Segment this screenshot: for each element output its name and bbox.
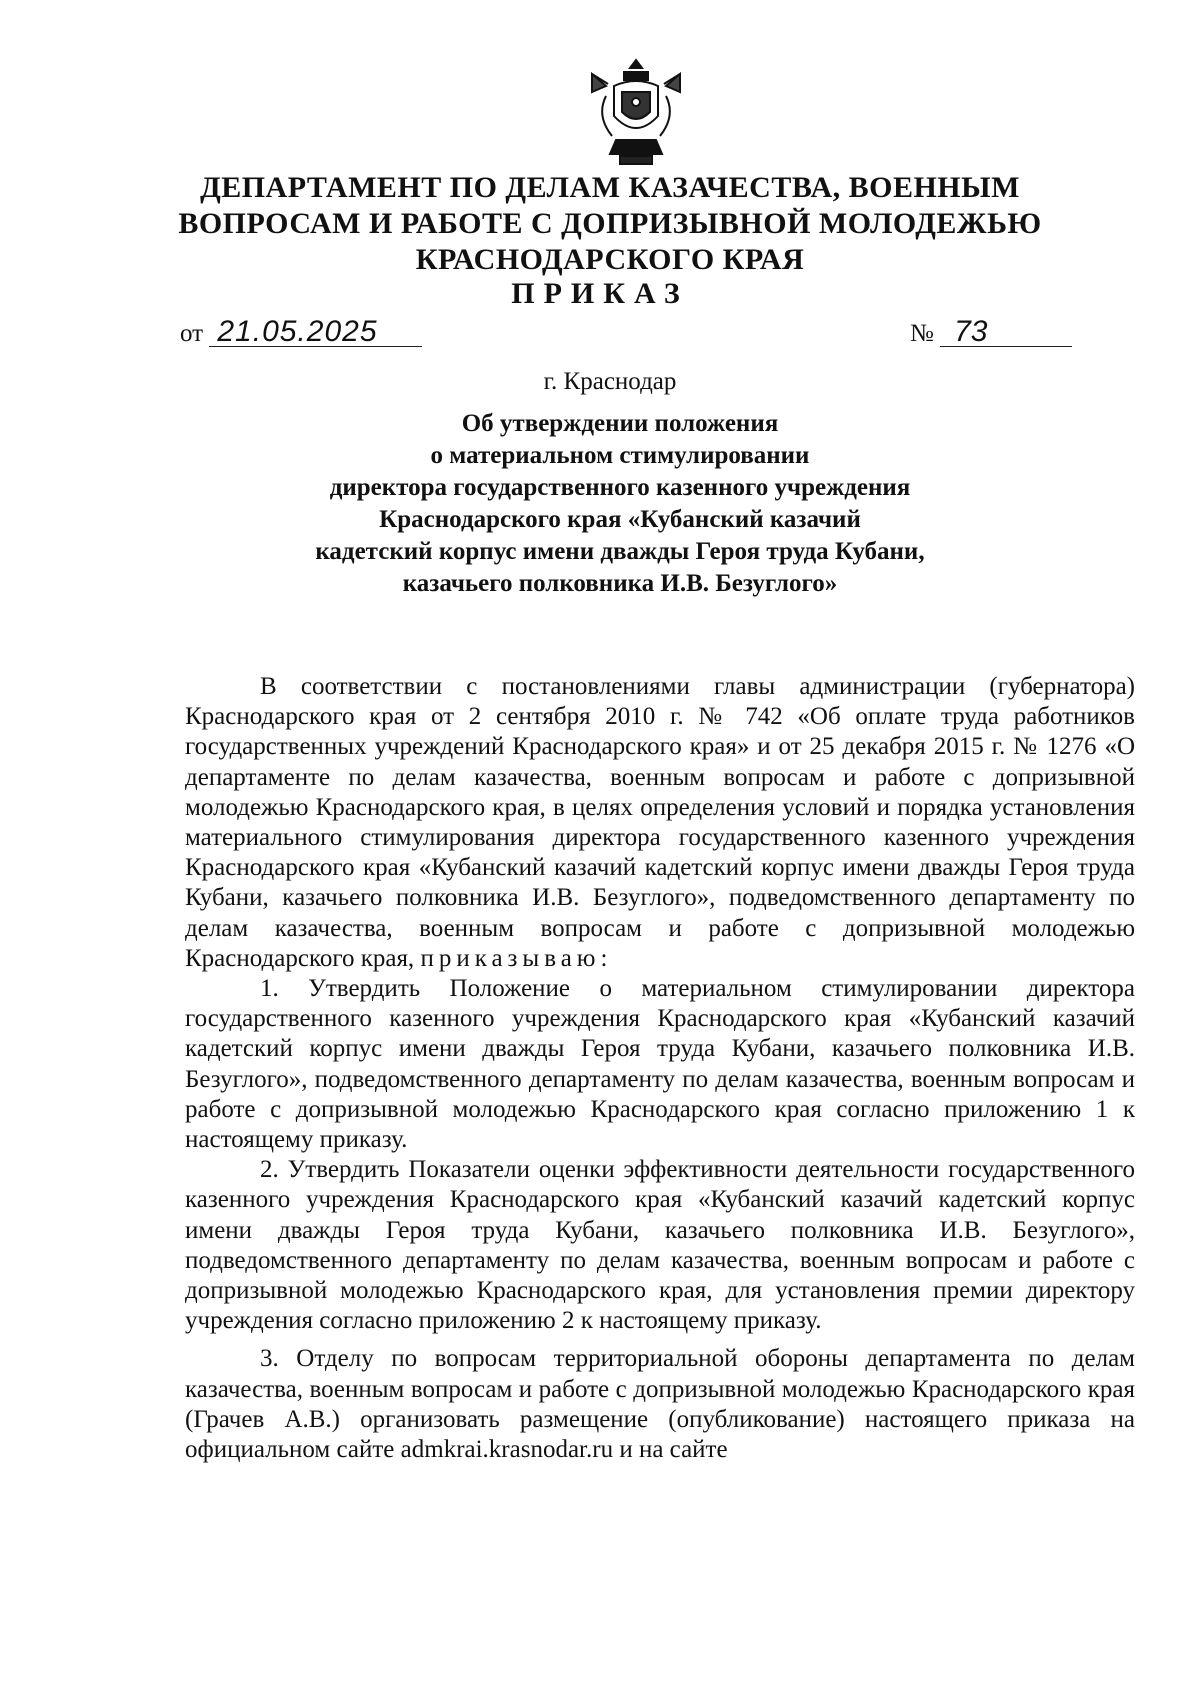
item-2-paragraph: 2. Утвердить Показатели оценки эффективности деятельности государственного казенного учреждения Краснодарского края «Кубанский казачий кадетский корпус имени дважды Героя труда Кубани, казачьего полковника И.В. Безуглого», подведомственного департаменту по делам казачества, военным вопросам и работе с допризывной молодежью Краснодарского края, для установления премии директору учреждения согласно приложению 2 к настоящему приказу.	[185, 1156, 1135, 1335]
subject-line: о материальном стимулировании	[430, 442, 810, 469]
doc-type-title: ПРИКАЗ	[511, 277, 689, 310]
date-row	[180, 315, 422, 348]
city: г. Краснодар	[543, 368, 677, 395]
order-body	[185, 672, 1135, 1465]
item-3-paragraph: 3. Отделу по вопросам территориальной обороны департамента по делам казачества, военным вопросам и работе с допризывной молодежью Краснодарского края (Грачев А.В.) организовать размещение (опубликование) настоящего приказа на официальном сайте admkrai.krasnodar.ru и на сайте	[185, 1345, 1135, 1464]
department-name	[150, 170, 1070, 278]
number-label: №	[910, 320, 934, 347]
subject-line: казачьего полковника И.В. Безуглого»	[402, 570, 838, 597]
date-value: 21.05.2025	[209, 318, 422, 347]
subject-line: Об утверждении положения	[461, 410, 779, 437]
subject-line: директора государственного казенного учреждения	[329, 474, 911, 501]
subject-line: Краснодарского края «Кубанский казачий	[379, 506, 861, 533]
date-label: от	[180, 320, 204, 347]
department-line: ДЕПАРТАМЕНТ ПО ДЕЛАМ КАЗАЧЕСТВА, ВОЕННЫМ	[200, 171, 1020, 204]
order-word: приказываю:	[420, 944, 613, 972]
preamble-paragraph	[185, 672, 1135, 974]
number-value: 73	[940, 318, 1072, 347]
department-line: КРАСНОДАРСКОГО КРАЯ	[415, 243, 805, 276]
preamble-text: В соответствии с постановлениями главы администрации (губернатора) Краснодарского края от 2 сентября 2010 г. № 742 «Об оплате труда работников государственных учреждений Краснодарского края» и от 25 декабря 2015 г. № 1276 «О департаменте по делам казачества, военным вопросам и работе с допризывной молодежью Краснодарского края, в целях определения условий и порядка установления материального стимулирования директора государственного казенного учреждения Краснодарского края «Кубанский казачий кадетский корпус имени дважды Героя труда Кубани, казачьего полковника И.В. Безуглого», подведомственного департаменту по делам казачества, военным вопросам и работе с допризывной молодежью Краснодарского края,	[185, 673, 1135, 972]
department-line: ВОПРОСАМ И РАБОТЕ С ДОПРИЗЫВНОЙ МОЛОДЕЖЬЮ	[178, 207, 1042, 240]
number-row	[910, 315, 1072, 348]
order-subject	[250, 408, 990, 600]
subject-line: кадетский корпус имени дважды Героя труда Кубани,	[315, 538, 925, 565]
item-1-paragraph: 1. Утвердить Положение о материальном стимулировании директора государственного казенного учреждения Краснодарского края «Кубанский казачий кадетский корпус имени дважды Героя труда Кубани, казачьего полковника И.В. Безуглого», подведомственного департаменту по делам казачества, военным вопросам и работе с допризывной молодежью Краснодарского края согласно приложению 1 к настоящему приказу.	[185, 975, 1135, 1154]
coat-of-arms-icon	[586, 56, 686, 168]
